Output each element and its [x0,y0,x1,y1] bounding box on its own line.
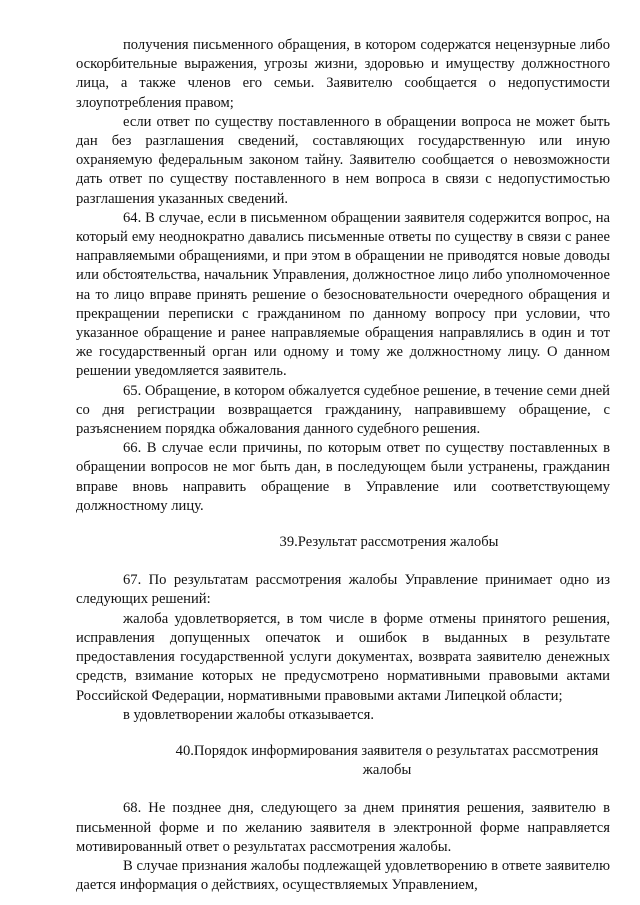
paragraph-complaint-satisfied: жалоба удовлетворяется, в том числе в форме отмены принятого решения, исправления допущенных опечаток и ошибок в выданных в результате предоставления государственной услуги документах, возврата заявителю денежных средств, взимание которых не предусмотрено нормативными правовыми актами Российской Федерации, нормативными правовыми актами Липецкой области; [76,610,610,704]
paragraph-68: 68. Не позднее дня, следующего за днем принятия решения, заявителю в письменной форме и по желанию заявителя в электронной форме направляется мотивированный ответ о результатах рассмотрения жалобы. [76,800,610,855]
paragraph-66: 66. В случае если причины, по которым ответ по существу поставленных в обращении вопросов не мог быть дан, в последующем были устранены, гражданин вправе вновь направить обращение в Управление или соответствующему должностному лицу. [76,440,610,514]
paragraph-obscene-content: получения письменного обращения, в котором содержатся нецензурные либо оскорбительные выражения, угрозы жизни, здоровью и имуществу должностного лица, а также членов его семьи. Заявителю сообщается о недопустимости злоупотребления правом; [76,37,610,111]
section-heading-40-line2: жалобы [362,762,412,779]
paragraph-complaint-rejected: в удовлетворении жалобы отказывается. [123,706,375,723]
paragraph-65: 65. Обращение, в котором обжалуется судебное решение, в течение семи дней со дня регистрации возвращается гражданину, направившему обращение, с разъяснением порядка обжалования данного судебного решения. [76,382,610,438]
section-heading-39: 39.Результат рассмотрения жалобы [279,534,499,551]
paragraph-satisfaction-info: В случае признания жалобы подлежащей удовлетворению в ответе заявителю дается информация о действиях, осуществляемых Управлением, [76,857,610,894]
paragraph-64: 64. В случае, если в письменном обращении заявителя содержится вопрос, на который ему неоднократно давались письменные ответы по существу в связи с ранее направляемыми обращениями, и при этом в обращении не приводятся новые доводы или обстоятельства, начальник Управления, должностное лицо либо уполномоченное на то лицо вправе принять решение о безосновательности очередного обращения и прекращении переписки с гражданином по данному вопросу при условии, что указанное обращение и ранее направляемые обращения направлялись в один и тот же государственный орган или одному и тому же должностному лицу. О данном решении уведомляется заявитель. [76,209,610,380]
section-heading-40 [76,742,610,780]
paragraph-state-secret: если ответ по существу поставленного в обращении вопроса не может быть дан без разглашения сведений, составляющих государственную или иную охраняемую федеральным законом тайну. Заявителю сообщается о невозможности дать ответ по существу поставленного в нем вопроса в связи с недопустимостью разглашения указанных сведений. [76,113,610,207]
section-heading-40-line1: 40.Порядок информирования заявителя о результатах рассмотрения [175,742,599,759]
paragraph-67: 67. По результатам рассмотрения жалобы Управление принимает одно из следующих решений: [76,572,610,608]
